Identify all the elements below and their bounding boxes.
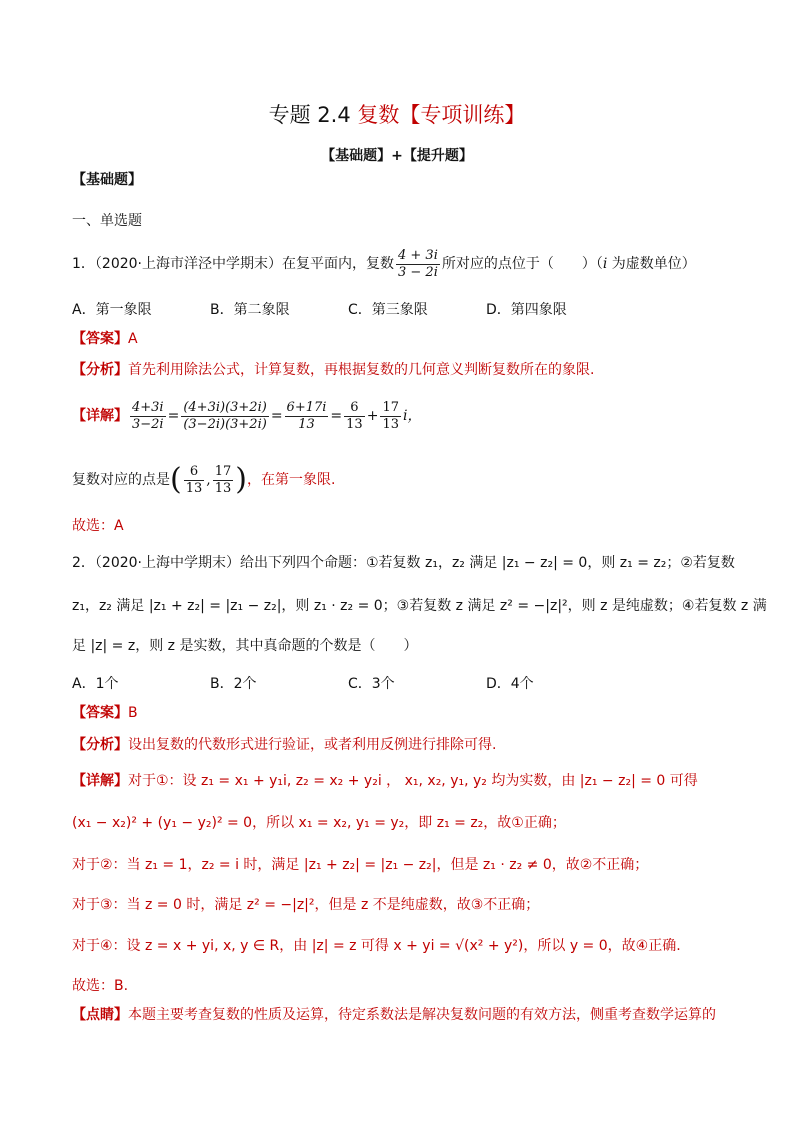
q1-frac-den: 3 − 2i: [398, 264, 438, 280]
q2-comment-text: 本题主要考查复数的性质及运算，待定系数法是解决复数问题的有效方法，侧重考查数学运算的: [128, 1007, 716, 1023]
title-prefix: 专题 2.4: [268, 103, 358, 127]
q2-detail-text-1: 对于①：设 z₁ = x₁ + y₁i, z₂ = x₂ + y₂i ， x₁, x₂, y₁, y₂ 均为实数，由 |z₁ − z₂| = 0 可得: [128, 773, 698, 789]
q2-detail-line-1: [72, 771, 698, 791]
page-title: [0, 100, 794, 130]
q2-stem-line-3: 足 |z| = z，则 z 是实数，其中真命题的个数是（ ）: [72, 638, 418, 654]
q1-stem-i: i: [602, 256, 608, 272]
q2-stem-line-2: z₁，z₂ 满足 |z₁ + z₂| = |z₁ − z₂|，则 z₁ · z₂ = 0；③若复数 z 满足 z² = −|z|²，则 z 是纯虚数；④若复数 z 满: [72, 598, 767, 614]
q1-frac-num: 4 + 3i: [398, 247, 438, 263]
q2-comment: [72, 1005, 716, 1025]
q1-stem: [72, 246, 696, 282]
q2-option-d: D．4个: [486, 676, 534, 692]
q1-option-b: B．第二象限: [210, 302, 290, 318]
q1-analysis-text: 首先利用除法公式，计算复数，再根据复数的几何意义判断复数所在的象限.: [128, 362, 595, 378]
section-heading: 【基础题】: [72, 172, 142, 188]
q2-analysis-text: 设出复数的代数形式进行验证，或者利用反例进行排除可得.: [128, 737, 497, 753]
part-heading: 一、单选题: [72, 213, 142, 229]
q1-stem-fraction: [396, 248, 440, 281]
q1-point-prefix: 复数对应的点是: [72, 472, 170, 488]
q1-point-suffix: ，在第一象限.: [246, 472, 336, 488]
title-topic: 复数【专项训练】: [357, 103, 526, 127]
q1-detail: 【详解】 $\frac{4+3i}{3-2i}$ = $\frac{(4+3i)(3+2i)}{(3-2i)(3+2i)}$ = $\frac{6+17i}{13}$ = $\frac{6}{13}$ + $\frac{17}{13}$ i，: [72, 399, 422, 432]
q1-detail-frac-5-num: 17: [382, 399, 399, 415]
q1-detail-frac-5-den: 13: [382, 416, 399, 432]
q1-detail-tail: i，: [402, 408, 422, 424]
q1-choose: 故选：A: [72, 518, 124, 534]
q1-point-y-num: 17: [214, 463, 232, 479]
q2-stem-line-1: 2．（2020·上海中学期末）给出下列四个命题：①若复数 z₁，z₂ 满足 |z₁ − z₂| = 0，则 z₁ = z₂；②若复数: [72, 555, 735, 571]
q1-detail-frac-5: [380, 400, 401, 433]
q1-stem-suffix: 所对应的点位于（ ）（: [441, 256, 603, 272]
q1-point-x-den: 13: [185, 480, 203, 496]
q2-option-a: A．1个: [72, 676, 119, 692]
q1-option-c: C．第三象限: [348, 302, 428, 318]
q1-detail-frac-4-num: 6: [344, 400, 365, 417]
q2-detail-line-3: 对于②：当 z₁ = 1，z₂ = i 时，满足 |z₁ + z₂| = |z₁ − z₂|，但是 z₁ · z₂ ≠ 0，故②不正确；: [72, 857, 649, 873]
q2-analysis: [72, 735, 496, 755]
q1-detail-frac-3-den: 13: [298, 416, 315, 432]
q1-point-y-den: 13: [214, 480, 232, 496]
q2-detail-tag: 【详解】: [72, 773, 128, 789]
q1-point-x: [184, 464, 205, 497]
q2-option-c: C．3个: [348, 676, 395, 692]
q1-detail-frac-4: [344, 400, 365, 433]
q1-detail-frac-4-den: 13: [346, 416, 363, 432]
q1-option-d: D．第四象限: [486, 302, 567, 318]
q2-answer: [72, 703, 138, 723]
q1-detail-frac-3: [285, 400, 329, 433]
q1-stem-end: 为虚数单位）: [607, 256, 696, 272]
q2-detail-line-4: 对于③：当 z = 0 时，满足 z² = −|z|²，但是 z 不是纯虚数，故③不正确；: [72, 897, 540, 913]
q1-detail-frac-1: [130, 400, 166, 433]
q1-answer-tag: 【答案】: [72, 331, 128, 347]
q1-detail-frac-2-num: (4+3i)(3+2i): [183, 399, 267, 415]
q2-comment-tag: 【点睛】: [72, 1007, 128, 1023]
q1-option-a: A．第一象限: [72, 302, 152, 318]
q2-detail-line-5: 对于④：设 z = x + yi, x, y ∈ R，由 |z| = z 可得 x + yi = √(x² + y²)，所以 y = 0，故④正确.: [72, 938, 681, 954]
q1-stem-prefix: 1．（2020·上海市洋泾中学期末）在复平面内，复数: [72, 256, 394, 272]
q1-detail-tag: 【详解】: [72, 408, 128, 424]
q1-detail-frac-2-den: (3−2i)(3+2i): [183, 416, 267, 432]
q1-point-x-num: 6: [184, 464, 205, 481]
q1-detail-frac-3-num: 6+17i: [286, 399, 327, 415]
q1-detail-frac-2: [181, 400, 268, 433]
q2-detail-line-2: (x₁ − x₂)² + (y₁ − y₂)² = 0，所以 x₁ = x₂, y₁ = y₂，即 z₁ = z₂，故①正确；: [72, 815, 566, 831]
q1-answer-value: A: [128, 331, 138, 347]
page-subtitle: 【基础题】+【提升题】: [321, 148, 473, 164]
q1-point-y: [213, 464, 234, 497]
q2-answer-value: B: [128, 705, 138, 721]
q2-choose: 故选：B.: [72, 978, 129, 994]
q2-option-b: B．2个: [210, 676, 257, 692]
q2-answer-tag: 【答案】: [72, 705, 128, 721]
q2-analysis-tag: 【分析】: [72, 737, 128, 753]
q1-answer: [72, 329, 138, 349]
q1-point: 复数对应的点是( $\frac{6}{13}$ , $\frac{17}{13}$ )，在第一象限.: [72, 462, 336, 497]
q1-analysis-tag: 【分析】: [72, 362, 128, 378]
q1-detail-frac-1-num: 4+3i: [132, 399, 164, 415]
q1-detail-frac-1-den: 3−2i: [132, 416, 164, 432]
q1-analysis: [72, 360, 594, 380]
